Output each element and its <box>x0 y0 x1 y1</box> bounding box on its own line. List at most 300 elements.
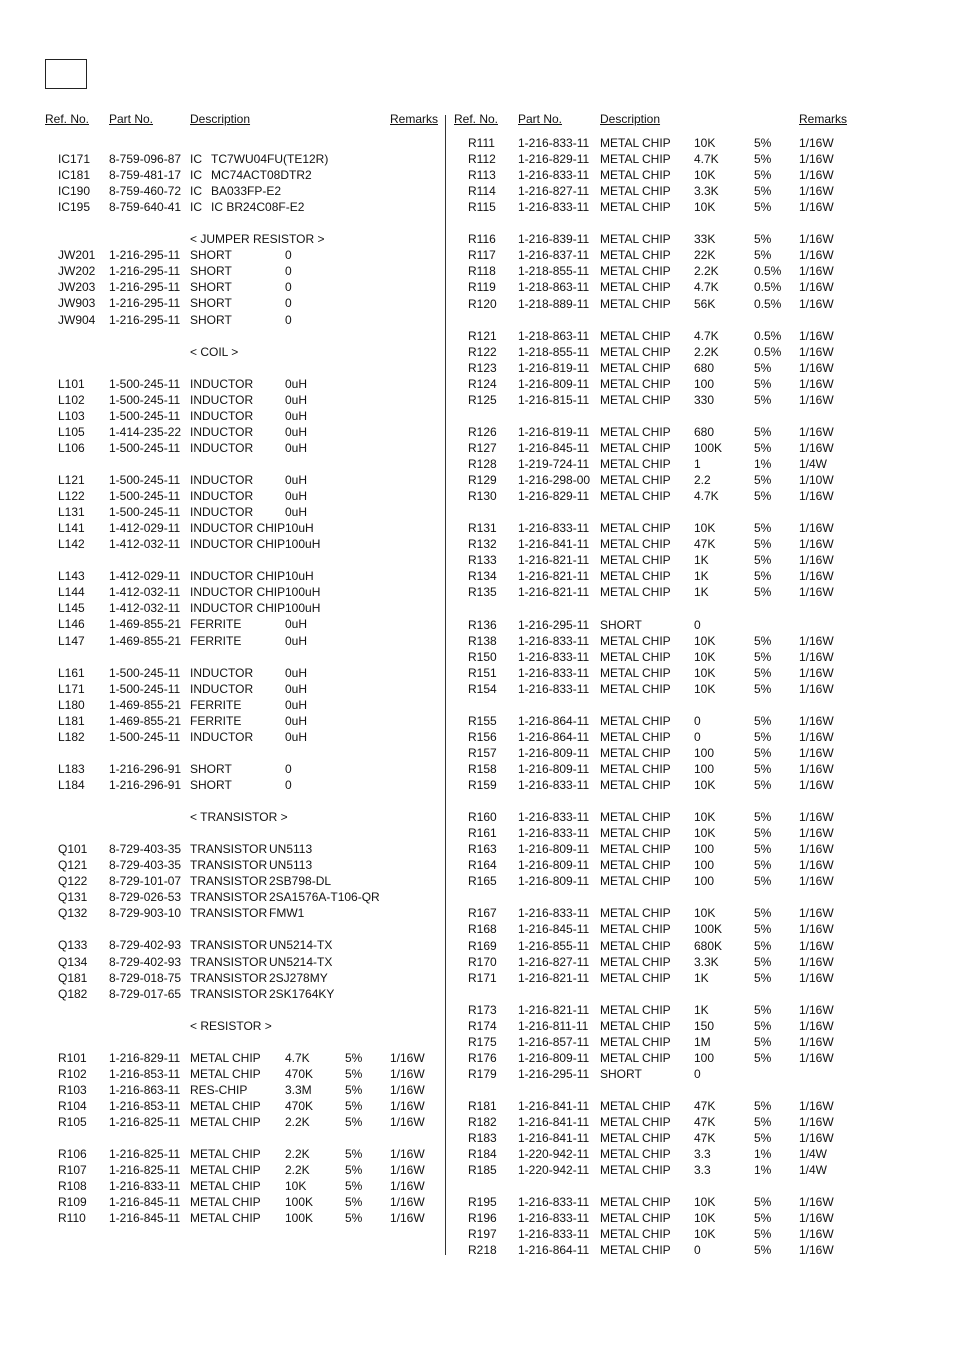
description: FERRITE <box>190 713 242 728</box>
part-no: 1-216-833-11 <box>518 200 590 215</box>
remarks: 1/16W <box>799 585 834 600</box>
description: METAL CHIP <box>600 858 671 873</box>
value: 0uH <box>285 681 308 696</box>
part-no: 8-759-481-17 <box>109 168 182 183</box>
part-no: 1-216-815-11 <box>518 392 590 407</box>
part-no: 1-216-839-11 <box>518 232 590 247</box>
value: 100K <box>694 922 723 937</box>
description: TRANSISTOR <box>190 906 268 921</box>
description: METAL CHIP <box>190 1211 261 1226</box>
ref-no: L143 <box>58 569 85 584</box>
right-header-ref: Ref. No. <box>454 112 499 126</box>
ref-no: Q121 <box>58 858 88 873</box>
description: SHORT <box>190 761 232 776</box>
ref-no: R110 <box>58 1211 86 1226</box>
description: INDUCTOR <box>190 473 254 487</box>
value: 2SJ278MY <box>269 970 328 985</box>
value: 1K <box>694 553 709 568</box>
ref-no: L105 <box>58 424 85 439</box>
tolerance: 5% <box>754 954 772 969</box>
value: 0uH <box>285 697 308 712</box>
left-header-remarks: Remarks <box>390 112 439 126</box>
ref-no: JW202 <box>58 264 96 279</box>
part-no: 1-216-833-11 <box>518 136 590 150</box>
value: 47K <box>694 1131 716 1146</box>
ref-no: R183 <box>468 1131 497 1146</box>
description: METAL CHIP <box>190 1179 261 1194</box>
value: 0uH <box>285 713 308 728</box>
tolerance: 5% <box>754 440 772 455</box>
value: 100 <box>694 1050 715 1065</box>
ref-no: R123 <box>468 360 497 375</box>
part-no: 1-220-942-11 <box>518 1147 590 1162</box>
description: METAL CHIP <box>600 954 671 969</box>
ref-no: IC181 <box>58 168 91 183</box>
value: 10K <box>694 1211 716 1226</box>
tolerance: 5% <box>754 392 772 407</box>
ref-no: IC190 <box>58 184 91 199</box>
description: TRANSISTOR <box>190 842 268 857</box>
description: METAL CHIP <box>600 152 671 167</box>
tolerance: 5% <box>345 1147 363 1162</box>
value: 100 <box>694 376 715 391</box>
value: 0uH <box>285 376 308 391</box>
ref-no: R121 <box>468 328 497 343</box>
value: UN5113 <box>269 842 313 857</box>
value: 10K <box>694 810 716 825</box>
value: 47K <box>694 537 716 552</box>
ref-no: L181 <box>58 713 85 728</box>
value: 0 <box>285 761 292 776</box>
part-no: 1-216-821-11 <box>518 553 590 568</box>
remarks: 1/16W <box>799 168 834 183</box>
part-no: 1-216-864-11 <box>518 713 590 728</box>
section-heading: < JUMPER RESISTOR > <box>190 232 325 247</box>
remarks: 1/16W <box>799 906 834 921</box>
description: METAL CHIP <box>600 440 671 455</box>
remarks: 1/16W <box>799 1115 834 1130</box>
description: METAL CHIP <box>600 537 671 552</box>
section-heading: < TRANSISTOR > <box>190 810 288 825</box>
part-no: 1-469-855-21 <box>109 617 182 632</box>
description: TRANSISTOR <box>190 954 268 969</box>
part-no: 1-218-863-11 <box>518 328 590 343</box>
value: 10K <box>694 136 716 150</box>
description: METAL CHIP <box>600 280 671 295</box>
value: 0 <box>694 729 701 744</box>
value: FMW1 <box>269 906 305 921</box>
tolerance: 0.5% <box>754 328 782 343</box>
value: 0 <box>694 617 701 632</box>
ref-no: R116 <box>468 232 496 247</box>
ref-no: L131 <box>58 505 85 520</box>
description: FERRITE <box>190 633 242 648</box>
value: 2.2K <box>694 264 719 279</box>
value: 56K <box>694 296 716 311</box>
tolerance: 5% <box>345 1179 363 1194</box>
ref-no: L180 <box>58 697 85 712</box>
tolerance: 5% <box>754 360 772 375</box>
tolerance: 5% <box>754 1195 772 1210</box>
description: METAL CHIP <box>600 264 671 279</box>
ref-no: R111 <box>468 136 495 150</box>
tolerance: 5% <box>754 152 772 167</box>
tolerance: 1% <box>754 1147 772 1162</box>
ref-no: R181 <box>468 1099 497 1113</box>
value: 100K <box>694 440 723 455</box>
description: TRANSISTOR <box>190 970 268 985</box>
value: 100 <box>694 874 715 889</box>
part-no: 1-216-833-11 <box>518 649 590 664</box>
value: IC BR24C08F-E2 <box>211 200 305 215</box>
section-heading: < COIL > <box>190 344 239 359</box>
ref-no: L184 <box>58 777 85 792</box>
description: METAL CHIP <box>600 810 671 825</box>
ref-no: R133 <box>468 553 497 568</box>
description: METAL CHIP <box>600 1131 671 1146</box>
remarks: 1/16W <box>799 633 834 648</box>
ref-no: Q122 <box>58 874 88 889</box>
part-no: 1-216-825-11 <box>109 1163 181 1178</box>
description: SHORT <box>190 312 232 327</box>
description: TRANSISTOR <box>190 986 268 1001</box>
remarks: 1/4W <box>799 457 828 471</box>
tolerance: 5% <box>345 1082 363 1097</box>
description: IC <box>190 168 202 183</box>
value: 1K <box>694 569 709 584</box>
remarks: 1/16W <box>799 1243 834 1258</box>
ref-no: R164 <box>468 858 497 873</box>
remarks: 1/16W <box>799 810 834 825</box>
description: INDUCTOR <box>190 681 254 696</box>
ref-no: R129 <box>468 473 497 488</box>
tolerance: 0.5% <box>754 280 782 295</box>
ref-no: R104 <box>58 1098 87 1113</box>
description: TRANSISTOR <box>190 874 268 889</box>
description: METAL CHIP <box>600 1195 671 1210</box>
value: 3.3K <box>694 954 719 969</box>
description: INDUCTOR CHIP <box>190 569 286 584</box>
remarks: 1/16W <box>799 553 834 568</box>
ref-no: R154 <box>468 681 497 696</box>
ref-no: R124 <box>468 376 497 391</box>
tolerance: 5% <box>754 424 772 439</box>
description: METAL CHIP <box>600 665 671 680</box>
part-no: 1-412-029-11 <box>109 521 181 536</box>
description: METAL CHIP <box>600 1099 671 1113</box>
ref-no: R106 <box>58 1147 87 1162</box>
remarks: 1/16W <box>390 1082 425 1097</box>
ref-no: R170 <box>468 954 497 969</box>
value: 0uH <box>285 633 308 648</box>
part-no: 8-729-017-65 <box>109 986 182 1001</box>
ref-no: Q132 <box>58 906 88 921</box>
description: METAL CHIP <box>600 938 671 953</box>
description: METAL CHIP <box>600 1227 671 1242</box>
part-no: 1-500-245-11 <box>109 473 181 487</box>
value: 0 <box>285 777 292 792</box>
part-no: 1-216-864-11 <box>518 1243 590 1258</box>
tolerance: 5% <box>345 1050 363 1065</box>
part-no: 1-216-295-11 <box>109 296 181 311</box>
part-no: 1-500-245-11 <box>109 505 181 520</box>
part-no: 8-759-640-41 <box>109 200 182 215</box>
part-no: 8-729-402-93 <box>109 938 182 953</box>
part-no: 1-216-829-11 <box>109 1050 181 1065</box>
description: METAL CHIP <box>600 1243 671 1258</box>
tolerance: 5% <box>754 184 772 199</box>
value: 3.3K <box>694 184 719 199</box>
value: 2SA1576A-T106-QR <box>269 890 380 905</box>
tolerance: 5% <box>754 136 772 150</box>
value: 0uH <box>285 424 308 439</box>
part-no: 8-729-018-75 <box>109 970 182 985</box>
part-no: 8-729-903-10 <box>109 906 182 921</box>
value: 100uH <box>285 585 321 600</box>
remarks: 1/16W <box>799 970 834 985</box>
value: 0uH <box>285 440 308 455</box>
description: METAL CHIP <box>600 553 671 568</box>
remarks: 1/16W <box>390 1211 425 1226</box>
part-no: 8-729-403-35 <box>109 842 182 857</box>
remarks: 1/16W <box>799 360 834 375</box>
value: 22K <box>694 248 716 263</box>
remarks: 1/16W <box>799 184 834 199</box>
ref-no: Q131 <box>58 890 88 905</box>
ref-no: R132 <box>468 537 497 552</box>
remarks: 1/16W <box>799 424 834 439</box>
description: METAL CHIP <box>600 681 671 696</box>
part-no: 1-216-298-00 <box>518 473 591 488</box>
description: INDUCTOR <box>190 440 254 455</box>
description: SHORT <box>600 1066 642 1081</box>
part-no: 1-412-032-11 <box>109 585 181 600</box>
part-no: 1-216-833-11 <box>109 1179 181 1194</box>
description: METAL CHIP <box>190 1115 261 1129</box>
part-no: 8-759-460-72 <box>109 184 182 199</box>
description: INDUCTOR <box>190 376 254 391</box>
remarks: 1/16W <box>799 1211 834 1226</box>
value: 0uH <box>285 665 308 680</box>
ref-no: R118 <box>468 264 496 279</box>
description: INDUCTOR <box>190 424 254 439</box>
value: 680 <box>694 424 715 439</box>
ref-no: R163 <box>468 842 497 857</box>
ref-no: R155 <box>468 713 497 728</box>
tolerance: 5% <box>754 569 772 584</box>
right-header-part: Part No. <box>518 112 563 126</box>
part-no: 1-216-295-11 <box>109 312 181 327</box>
remarks: 1/16W <box>799 392 834 407</box>
description: METAL CHIP <box>600 874 671 889</box>
part-no: 1-218-889-11 <box>518 296 590 311</box>
part-no: 1-218-863-11 <box>518 280 590 295</box>
ref-no: R125 <box>468 392 497 407</box>
part-no: 1-216-821-11 <box>518 569 590 584</box>
description: METAL CHIP <box>600 970 671 985</box>
ref-no: Q133 <box>58 938 88 953</box>
value: 4.7K <box>694 328 719 343</box>
description: METAL CHIP <box>600 392 671 407</box>
value: 3.3M <box>285 1082 312 1097</box>
ref-no: R184 <box>468 1147 497 1162</box>
part-no: 8-729-403-35 <box>109 858 182 873</box>
description: SHORT <box>190 777 232 792</box>
part-no: 1-412-029-11 <box>109 569 181 584</box>
part-no: 1-216-833-11 <box>518 665 590 680</box>
description: METAL CHIP <box>600 248 671 263</box>
part-no: 1-218-855-11 <box>518 344 590 359</box>
value: 1M <box>694 1034 711 1049</box>
ref-no: R182 <box>468 1115 497 1130</box>
part-no: 1-216-845-11 <box>518 922 590 937</box>
ref-no: IC195 <box>58 200 91 215</box>
part-no: 1-216-295-11 <box>109 248 181 263</box>
part-no: 1-216-809-11 <box>518 874 590 889</box>
description: METAL CHIP <box>600 473 671 488</box>
ref-no: Q181 <box>58 970 88 985</box>
value: 330 <box>694 392 715 407</box>
value: 0 <box>694 713 701 728</box>
value: 0uH <box>285 505 308 520</box>
value: 150 <box>694 1018 715 1033</box>
description: METAL CHIP <box>600 184 671 199</box>
value: 10K <box>694 200 716 215</box>
value: 100K <box>285 1211 314 1226</box>
description: METAL CHIP <box>600 1018 671 1033</box>
ref-no: R138 <box>468 633 497 648</box>
right-header-remarks: Remarks <box>799 112 848 126</box>
value: 0uH <box>285 392 308 407</box>
remarks: 1/4W <box>799 1163 828 1178</box>
description: METAL CHIP <box>600 745 671 760</box>
part-no: 1-216-827-11 <box>518 954 590 969</box>
value: 33K <box>694 232 716 247</box>
ref-no: R171 <box>468 970 497 985</box>
value: 100 <box>694 745 715 760</box>
description: METAL CHIP <box>600 489 671 504</box>
value: 2.2K <box>285 1147 310 1162</box>
tolerance: 5% <box>345 1211 363 1226</box>
part-no: 1-216-833-11 <box>518 1211 590 1226</box>
remarks: 1/16W <box>799 1018 834 1033</box>
description: METAL CHIP <box>600 713 671 728</box>
remarks: 1/16W <box>799 569 834 584</box>
remarks: 1/16W <box>799 1034 834 1049</box>
ref-no: R101 <box>58 1050 87 1065</box>
tolerance: 5% <box>754 681 772 696</box>
description: SHORT <box>600 617 642 632</box>
part-no: 1-216-821-11 <box>518 585 590 600</box>
part-no: 1-216-841-11 <box>518 1115 590 1130</box>
part-no: 1-216-809-11 <box>518 1050 590 1065</box>
ref-no: R160 <box>468 810 497 825</box>
tolerance: 5% <box>754 1018 772 1033</box>
description: METAL CHIP <box>600 906 671 921</box>
tolerance: 5% <box>754 1131 772 1146</box>
description: INDUCTOR <box>190 489 254 504</box>
part-no: 8-759-096-87 <box>109 152 182 166</box>
tolerance: 5% <box>754 1002 772 1017</box>
tolerance: 5% <box>754 906 772 921</box>
value: 100 <box>694 842 715 857</box>
value: 100uH <box>285 537 321 552</box>
description: METAL CHIP <box>190 1195 261 1210</box>
tolerance: 5% <box>754 826 772 841</box>
tolerance: 5% <box>754 248 772 263</box>
tolerance: 5% <box>754 489 772 504</box>
ref-no: L122 <box>58 489 85 504</box>
tolerance: 5% <box>754 168 772 183</box>
part-no: 8-729-101-07 <box>109 874 182 889</box>
part-no: 1-216-295-11 <box>109 280 181 295</box>
ref-no: L147 <box>58 633 85 648</box>
value: 680K <box>694 938 723 953</box>
description: METAL CHIP <box>600 200 671 215</box>
ref-no: L182 <box>58 729 85 744</box>
tolerance: 5% <box>345 1066 363 1081</box>
value: 10K <box>694 1227 716 1242</box>
remarks: 1/16W <box>799 344 834 359</box>
ref-no: R114 <box>468 184 496 199</box>
ref-no: L142 <box>58 537 85 552</box>
value: 4.7K <box>285 1050 310 1065</box>
part-no: 1-469-855-21 <box>109 713 182 728</box>
value: 1K <box>694 1002 709 1017</box>
part-no: 1-216-827-11 <box>518 184 590 199</box>
value: 10K <box>694 681 716 696</box>
ref-no: R109 <box>58 1195 87 1210</box>
ref-no: R157 <box>468 745 497 760</box>
tolerance: 5% <box>754 1243 772 1258</box>
part-no: 1-500-245-11 <box>109 408 181 423</box>
part-no: 1-216-833-11 <box>518 633 590 648</box>
value: UN5214-TX <box>269 938 333 953</box>
value: UN5214-TX <box>269 954 333 969</box>
remarks: 1/16W <box>390 1147 425 1162</box>
ref-no: L103 <box>58 408 85 423</box>
ref-no: L161 <box>58 665 85 680</box>
description: FERRITE <box>190 697 242 712</box>
description: SHORT <box>190 280 232 295</box>
part-no: 1-216-819-11 <box>518 424 590 439</box>
ref-no: R167 <box>468 906 497 921</box>
description: IC <box>190 184 202 199</box>
ref-no: L146 <box>58 617 85 632</box>
description: FERRITE <box>190 617 242 632</box>
value: 0 <box>285 312 292 327</box>
left-header-part: Part No. <box>109 112 154 126</box>
remarks: 1/16W <box>390 1050 425 1065</box>
value: 0uH <box>285 489 308 504</box>
description: METAL CHIP <box>600 296 671 311</box>
ref-no: R103 <box>58 1082 87 1097</box>
value: 100 <box>694 858 715 873</box>
description: METAL CHIP <box>600 633 671 648</box>
remarks: 1/16W <box>799 665 834 680</box>
remarks: 1/4W <box>799 1147 828 1162</box>
value: 0 <box>694 1066 701 1081</box>
description: METAL CHIP <box>190 1066 261 1081</box>
tolerance: 5% <box>754 874 772 889</box>
part-no: 1-216-845-11 <box>109 1195 181 1210</box>
part-no: 1-414-235-22 <box>109 424 182 439</box>
description: METAL CHIP <box>600 360 671 375</box>
value: 0 <box>694 1243 701 1258</box>
description: INDUCTOR <box>190 665 254 680</box>
description: METAL CHIP <box>600 1002 671 1017</box>
ref-no: L106 <box>58 440 85 455</box>
